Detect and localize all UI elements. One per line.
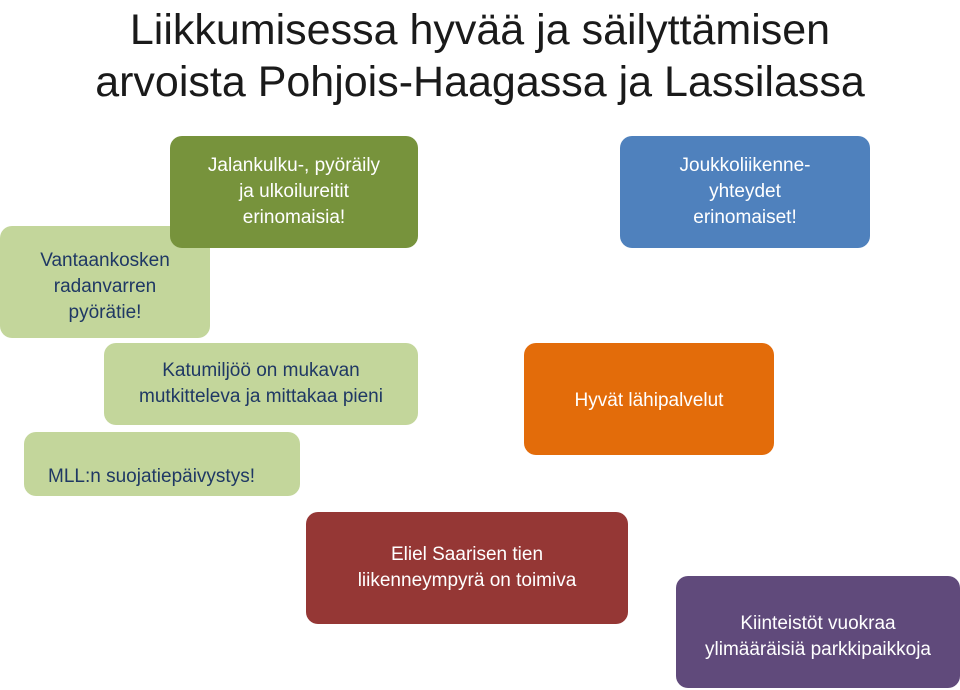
box-text-line: mutkitteleva ja mittakaa pieni xyxy=(139,386,383,407)
page-title xyxy=(0,4,960,108)
box-text-line: Katumiljöö on mukavan xyxy=(162,360,360,381)
box-walking-cycling-routes xyxy=(170,136,418,248)
box-street-environment xyxy=(104,343,418,425)
box-parking-rental xyxy=(676,576,960,688)
box-roundabout xyxy=(306,512,628,624)
box-text-line: Joukkoliikenne- xyxy=(679,155,811,176)
title-line-1: Liikkumisessa hyvää ja säilyttämisen xyxy=(129,6,831,54)
box-text-line: ylimääräisiä parkkipaikkoja xyxy=(705,639,931,660)
box-text-line: Jalankulku-, pyöräily xyxy=(207,155,381,176)
box-text-line: ja ulkoilureitit xyxy=(239,181,349,202)
box-text-line: yhteydet xyxy=(709,181,781,202)
box-text-line: radanvarren xyxy=(53,276,157,297)
box-text-line: erinomaisia! xyxy=(242,207,346,228)
box-public-transport xyxy=(620,136,870,248)
box-text-line: Hyvät lähipalvelut xyxy=(574,390,724,411)
box-text-line: erinomaiset! xyxy=(693,207,797,228)
box-text-line: Kiinteistöt vuokraa xyxy=(740,613,896,634)
box-text-line: Vantaankosken xyxy=(40,250,170,271)
box-text-line: pyörätie! xyxy=(68,302,142,323)
box-mll-crossing-guard xyxy=(24,432,300,496)
box-text-line: liikenneympyrä on toimiva xyxy=(357,570,577,591)
box-text-line: Eliel Saarisen tien xyxy=(390,544,544,565)
title-line-2: arvoista Pohjois-Haagassa ja Lassilassa xyxy=(95,58,865,106)
box-local-services xyxy=(524,343,774,455)
box-text-line: MLL:n suojatiepäivystys! xyxy=(48,466,255,487)
